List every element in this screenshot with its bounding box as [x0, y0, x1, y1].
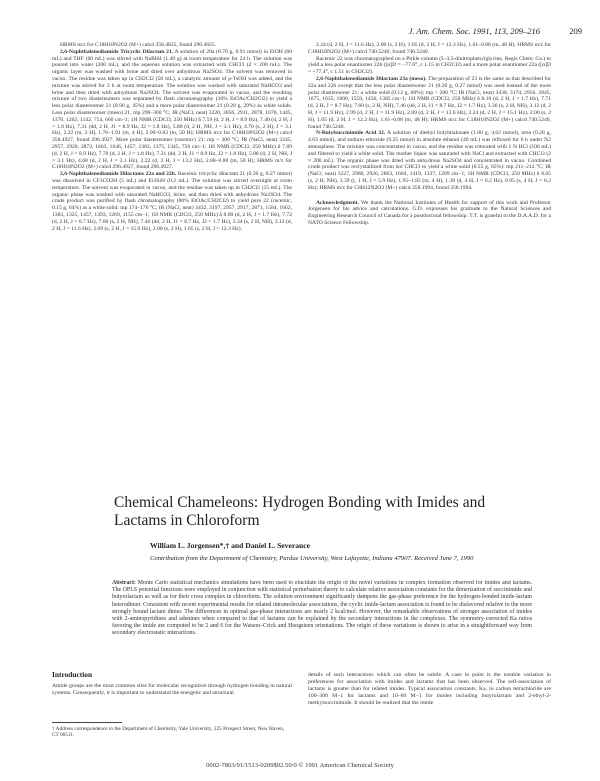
article-title: Chemical Chameleons: Hydrogen Bonding with Imides and Lactams in Chloroform [114, 494, 486, 529]
abstract-text: Monte Carlo statistical mechanics simulations have been used to elucidate the origin of the novel variations in complex formation observed for imides and lactams. The OPLS potential functions were employed in conjunction with statistical perturbation theory to calculate relative association constants for the dimerization of succinimide and butyrolactam as well as for their cross complex in chloroform. The solution environment significantly dampens the gas-phase preference for the hydrogen-bonded imide-lactam heterodimer. Consistent with recent experimental results for related intramolecular associations, the cyclic imide-lactam association is found to be disfavored relative to the more strongly bound lactam dimer. The differences in optimal gas-phase interactions are nearly 2 kcal/mol. However, the remarkable observations of stronger association of imides with 2-aminopyridines and adenines when compared to that of lactams can be explained by the secondary interactions in the complexes. The symmetry-corrected Ka ratios favoring the imide are computed to be 2 and 6 for the Watson–Crick and Hoogsteen orientations. The origin of these variations is shown to arise in a straightforward way from secondary electrostatic interactions. [112, 580, 532, 637]
article-authors: William L. Jorgensen*,† and Daniel L. Severance [150, 541, 310, 550]
page-number: 209 [569, 26, 582, 36]
section-heading-introduction: Introduction [52, 670, 93, 679]
journal-citation: J. Am. Chem. Soc. 1991, 113, 209–216 [408, 26, 540, 36]
experimental-paragraph: Racemic 22 was chromatographed on a Pirkle column (L-3,5-dinitrophenylglycine, Regis Chem. Co.) to yield a less polar enantiomer 22b ([α]D = −77.6°, c 1.15 in CH2Cl2) and a more polar enantiomer 22a ([α]D = +77.4°, c 1.51 in CH2Cl2). [308, 55, 551, 76]
experimental-paragraph: 2.24 (d, 2 H, J = 11.6 Hz), 2.00 (s, 2 H), 1.65 (d, 2 H, J = 12.3 Hz), 1.61–0.88 (m, 48 H); HRMS m/z for C18H18N2O2 (M+) calcd 740.5240, found 740.5240. [308, 42, 551, 55]
abstract-label: Abstract: [112, 580, 136, 586]
experimental-paragraph: N-Butylsuccinimide Acid 32. A solution of diethyl butylmalonate (1.00 g, 4.62 mmol), urea (0.28 g, 4.63 mmol), and sodium ethoxide (9.25 mmol) in absolute ethanol (40 mL) was refluxed for 6 h under N2 atmosphere. The mixture was concentrated in vacuo, and the residue was triturated with 1 N HCl (100 mL) and filtered to yield a white solid. The mother liquor was saturated with NaCl and extracted with CHCl3 (2 × 200 mL). The organic phase was dried with anhydrous Na2SO4 and concentrated in vacuo. Combined crude product was recrystallized from hot CHCl3 to yield a white solid (0.55 g, 65%): mp 211–212 °C; IR (NaCl, neat) 3227, 2960, 2926, 2863, 1684, 1419, 1337, 1209 cm−1; 1H NMR (CDCl3, 250 MHz) δ 8.05 (s, 2 H, NH), 3.39 (t, 1 H, J = 5.9 Hz), 1.95–1.85 (m, 4 H), 1.38 (d, 4 H, J = 6.2 Hz), 0.95 (s, 4 H, J = 6.2 Hz); HRMS m/z for C8H12N2O3 (M+) calcd 358.1994, found 358.1994. [308, 130, 551, 191]
introduction-left-text: Amide groups are the most common sites for molecular recognition through hydrogen bonding in natural systems. Consequently, it is important to understand the energetic and structural [52, 683, 292, 696]
experimental-paragraph: HRMS m/z for C18H18N2O2 (M+) calcd 358.4825, found 296.4825. [60, 42, 217, 48]
experimental-left-column [52, 42, 292, 465]
article-affiliation: Contribution from the Department of Chemistry, Purdue University, West Lafayette, Indiana 47907. Received June 7, 1990 [150, 555, 474, 562]
abstract [112, 580, 532, 660]
experimental-paragraph: 2,6-Naphthalenediamide Dilactam 23a (meso). The preparation of 23 is the same as that described for 22a and 22b except that the less polar diastereomer 21 (0.20 g, 0.27 mmol) was used instead of the more polar diastereomer 21; a white solid (0.12 g, 60%): mp > 200 °C; IR (NaCl, neat) 3438, 3174, 2956, 2845, 1675, 1635, 1600, 1559, 1456, 1385 cm−1; 1H NMR (CDCl3, 250 MHz) δ 8.10 (d, 2 H, J = 1.7 Hz), 7.71 (d, 2 H, J = 8.7 Hz), 7.60 (s, 2 H, NH), 7.46 (dd, 2 H, J1 = 8.7 Hz, J2 = 1.7 Hz), 3.36 (s, 2 H, NH), 3.12 (d, 2 H, J = 11.9 Hz), 2.99 (d, 2 H, J = 11.9 Hz), 2.89 (d, 2 H, J = 13.6 Hz), 2.24 (d, 2 H, J = 15.1 Hz), 2.00 (s, 2 H), 1.65 (d, 2 H, J = 12.2 Hz), 1.61–0.88 (m, 48 H); HRMS m/z for C18H18N2O2 (M+) calcd 740.5240, found 740.5240. [308, 75, 551, 130]
page-footer: 0002-7863/91/1513-0209$02.50/0 © 1991 American Chemical Society [206, 762, 394, 769]
footnote: † Address correspondence to the Department of Chemistry, Yale University, 225 Prospect Street, New Haven, CT 06511. [52, 726, 285, 739]
experimental-paragraph: 2,6-Naphthalenediamide Tricyclic Dilactam 21. A solution of 20a (8.70 g, 0.91 mmol) in EtOH (60 mL) and THF (60 mL) was stirred with NaBH4 (1.40 g) at room temperature for 24 h. The solution was poured into water (200 mL), and the aqueous solution was extracted with CHCl3 (2 × 200 mL). The organic layer was washed with brine and dried over anhydrous Na2SO4. The solvent was removed in vacuo. The residue was taken up in CH2Cl2 (50 mL), a catalytic amount of p-TsOH was added, and the mixture was stirred for 3 h at room temperature. The solution was washed with saturated NaHCO3 and brine and then dried with anhydrous Na2SO4. The solvent was evaporated in vacuo, and the resulting mixture of two diastereomers was separated by flash chromatography (10% EtOAc/CH2Cl2) to yield a less polar diastereomer 21 (0.90 g, 45%) and a more polar diastereomer 21 (0.28 g, 29%) as white solids. Less polar diastereomer (meso) 21: mp 298–300 °C; IR (NaCl, neat) 3220, 3056, 2911, 2878, 1676, 1445, 1370, 1262, 1142, 754, 660 cm−1; 1H NMR (CDCl3, 250 MHz) δ 7.59 (d, 2 H, J = 8.9 Hz), 7.40 (d, 2 H, J = 1.8 Hz), 7.31 (dd, 2 H, J1 = 8.9 Hz, J2 = 1.8 Hz), 5.88 (d, 2 H, NH, J = 3.1 Hz), 4.70 (s, 2 H), J = 3.1 Hz), 2.22 (m, 2 H), 1.76–1.91 (m, 4 H), 2.09–0.83 (m, 50 H); HRMS m/z for C18H18N2O2 (M+) calcd 358.4927, found 296.4927. More polar diastereomer (racemic) 21: mp > 300 °C; IR (NaCl, neat) 3245, 2957, 2920, 2872, 1663, 1646, 1457, 1383, 1375, 1345, 756 cm−1; 1H NMR (CDCl3, 250 MHz) δ 7.89 (d, 2 H, J = 8.9 Hz), 7.70 (d, 2 H, J = 1.8 Hz), 7.31 (dd, 2 H, J1 = 8.9 Hz, J2 = 1.8 Hz), 5.88 (d, 2 H, NH, J = 3.1 Hz), 4.68 (d, 2 H, J = 3.1 Hz), 2.22 (d, 2 H, J = 13.2 Hz), 2.08–0.80 (m, 50 H); HRMS m/z for C18H18N2O2 (M+) calcd 296.4927, found 296.4927. [52, 48, 292, 171]
acknowledgment: Acknowledgment. We thank the National Institutes of Health for support of this work and Professor Jorgensen for his advice and calculations. G.D. expresses his gratitude to the Natural Sciences and Engineering Research Council of Canada for a postdoctoral fellowship. T.T. is grateful to the D.A.A.D. for a NATO Science Fellowship. [308, 199, 551, 226]
experimental-right-column [308, 42, 551, 508]
introduction-right-text: details of such interactions which can often be subtle. A case in point is the notable variation in preferences for association with imides and lactams that has been observed. The self-association of lactams is greater than for related imides. Typical association constants, Ka, in carbon tetrachloride are 100–300 M−1 for lactams and 10–60 M−1 for imides including butyrolactam and 2-ethyl-2-methylsuccinimide. It should be realized that the imide [308, 672, 551, 706]
page-header [0, 26, 600, 40]
experimental-paragraph: 2,6-Naphthalenediamide Dilactams 22a and 22b. Racemic tricyclic dilactam 21 (0.20 g, 0.27 mmol) was dissolved in CF3CO2H (5 mL) and Et3SiH (0.2 mL). The solution was stirred overnight at room temperature. The solvent was evaporated in vacuo, and the residue was taken up in CH2Cl2 (15 mL). The organic phase was washed with saturated NaHCO3, brine, and then dried with anhydrous Na2SO4. The crude product was purified by flash chromatography (80% EtOAc/CH2Cl2) to yield pure 22 (racemic, 0.15 g, 64%) as a white solid: mp 174–176 °C; IR (NaCl, neat) 3432, 3197, 2957, 2917, 2871, 1584, 1662, 1383, 1325, 1457, 1393, 1269, 1155 cm−1; 1H NMR (CDCl3, 250 MHz) δ 8.00 (d, 2 H, J = 1.7 Hz), 7.72 (d, 2 H, J = 8.7 Hz), 7.60 (s, 2 H, NH), 7.46 (dd, 2 H, J1 = 8.7 Hz, J2 = 1.7 Hz), 3.34 (s, 2 H, NH), 3.12 (d, 2 H, J = 11.6 Hz), 2.09 (s, 2 H, J = 15.9 Hz), 2.00 (s, 2 H), 1.65 (s, 2 H, J = 12.3 Hz). [52, 171, 292, 232]
footnote-divider [52, 722, 122, 723]
